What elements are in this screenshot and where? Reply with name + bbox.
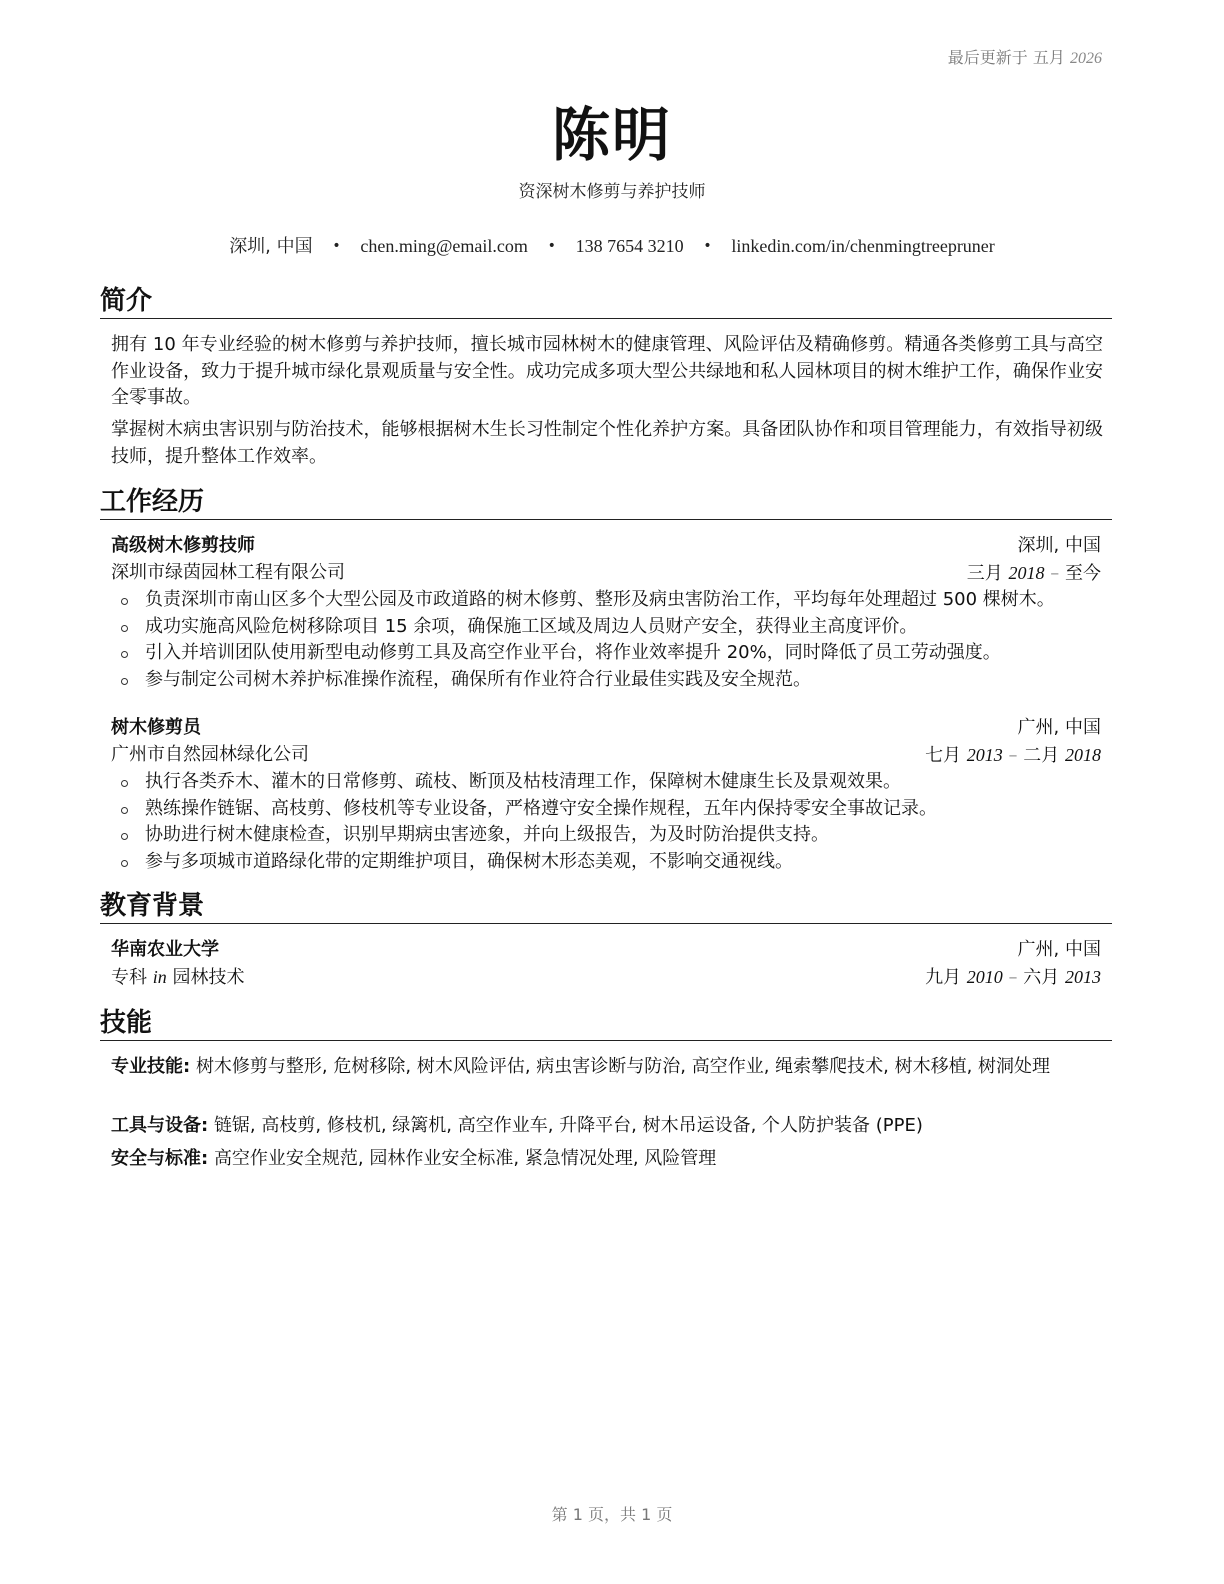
separator-dot: • [332,238,341,254]
section-heading-experience: 工作经历 [100,485,1112,520]
job-location: 广州, 中国 [1017,717,1101,738]
section-heading-skills: 技能 [100,1006,1112,1041]
skill-group-tools [111,1113,1103,1139]
skill-group-items: 树木修剪与整形, 危树移除, 树木风险评估, 病虫害诊断与防治, 高空作业, 绳索攀爬技术, 树木移植, 树洞处理 [195,1056,1051,1077]
education-degree-row [111,964,1101,990]
date-dash: – [1008,967,1018,988]
job-end-year: 2018 [1065,745,1101,765]
list-item: 引入并培训团队使用新型电动修剪工具及高空作业平台，将作业效率提升 20%，同时降低了员工劳动强度。 [111,640,1111,667]
job-dates [925,742,1101,769]
job-title: 树木修剪员 [111,717,201,738]
list-item: 参与制定公司树木养护标准操作流程，确保所有作业符合行业最佳实践及安全规范。 [111,667,1111,694]
job-header-row [111,533,1101,559]
date-dash: – [1050,563,1060,584]
school-location: 广州, 中国 [1017,939,1101,960]
date-dash: – [1008,745,1018,766]
job-header-row [111,715,1101,741]
contact-phone[interactable]: 138 7654 3210 [575,236,684,256]
summary-paragraph-2: 掌握树木病虫害识别与防治技术，能够根据树木生长习性制定个性化养护方案。具备团队协作和项目管理能力，有效指导初级技师，提升整体工作效率。 [111,419,1103,467]
last-updated [948,45,1102,68]
list-item: 执行各类乔木、灌木的日常修剪、疏枝、断顶及枯枝清理工作，保障树木健康生长及景观效果。 [111,769,1111,796]
contact-email[interactable]: chen.ming@email.com [360,236,528,256]
major: 园林技术 [172,967,245,988]
list-item: 参与多项城市道路绿化带的定期维护项目，确保树木形态美观，不影响交通视线。 [111,849,1111,876]
job-company: 深圳市绿茵园林工程有限公司 [111,562,345,583]
job-start-month: 三月 [966,563,1003,584]
edu-end-year: 2013 [1065,967,1101,987]
job-start-month: 七月 [925,745,962,766]
job-company-row [111,560,1101,586]
job-start-year: 2018 [1008,563,1045,583]
skill-group-label: 安全与标准: [111,1148,209,1169]
candidate-name: 陈明 [551,101,672,169]
last-updated-prefix: 最后更新于 [947,48,1028,67]
job-end-month: 二月 [1023,745,1060,766]
section-heading-education: 教育背景 [100,889,1112,924]
job-location: 深圳, 中国 [1017,535,1101,556]
degree-line [111,964,244,991]
job-start-year: 2013 [966,745,1003,765]
skill-group-safety [111,1146,1103,1172]
contact-location: 深圳, 中国 [229,236,313,257]
degree-in: in [152,967,167,987]
job-bullet-list [111,769,1111,875]
job-dates [967,560,1101,587]
list-item: 成功实施高风险危树移除项目 15 余项，确保施工区域及周边人员财产安全，获得业主高度评价。 [111,614,1111,641]
job-company: 广州市自然园林绿化公司 [111,744,309,765]
contact-linkedin[interactable]: linkedin.com/in/chenmingtreepruner [731,236,995,256]
separator-dot: • [547,238,556,254]
last-updated-year: 2026 [1070,50,1102,67]
skill-group-label: 工具与设备: [111,1115,209,1136]
edu-start-month: 九月 [925,967,962,988]
skill-group-items: 高空作业安全规范, 园林作业安全标准, 紧急情况处理, 风险管理 [213,1148,717,1169]
job-company-row [111,742,1101,768]
separator-dot: • [703,238,712,254]
edu-start-year: 2010 [966,967,1003,987]
contact-line [0,232,1224,258]
skill-group-label: 专业技能: [111,1056,191,1077]
last-updated-month: 五月 [1032,48,1065,67]
job-bullet-list [111,587,1111,693]
summary-paragraph-1: 拥有 10 年专业经验的树木修剪与养护技师，擅长城市园林树木的健康管理、风险评估及精确修剪。精通各类修剪工具与高空作业设备，致力于提升城市绿化景观质量与安全性。成功完成多项大型公共绿地和私人园林项目的树木维护工作，确保作业安全零事故。 [111,334,1103,408]
page-footer: 第 1 页，共 1 页 [551,1505,673,1524]
education-dates [925,964,1101,991]
job-title: 高级树木修剪技师 [111,535,255,556]
skill-group-items: 链锯, 高枝剪, 修枝机, 绿篱机, 高空作业车, 升降平台, 树木吊运设备, 个人防护装备 (PPE) [213,1115,923,1136]
list-item: 协助进行树木健康检查，识别早期病虫害迹象，并向上级报告，为及时防治提供支持。 [111,822,1111,849]
section-heading-summary: 简介 [100,284,1112,319]
job-end-month: 至今 [1065,563,1101,584]
candidate-title: 资深树木修剪与养护技师 [518,182,706,202]
school-name: 华南农业大学 [111,939,219,960]
education-header-row [111,937,1101,963]
list-item: 负责深圳市南山区多个大型公园及市政道路的树木修剪、整形及病虫害防治工作，平均每年处理超过 500 棵树木。 [111,587,1111,614]
edu-end-month: 六月 [1023,967,1060,988]
degree: 专科 [111,967,147,988]
list-item: 熟练操作链锯、高枝剪、修枝机等专业设备，严格遵守安全操作规程，五年内保持零安全事故记录。 [111,796,1111,823]
skill-group-professional [111,1054,1103,1080]
